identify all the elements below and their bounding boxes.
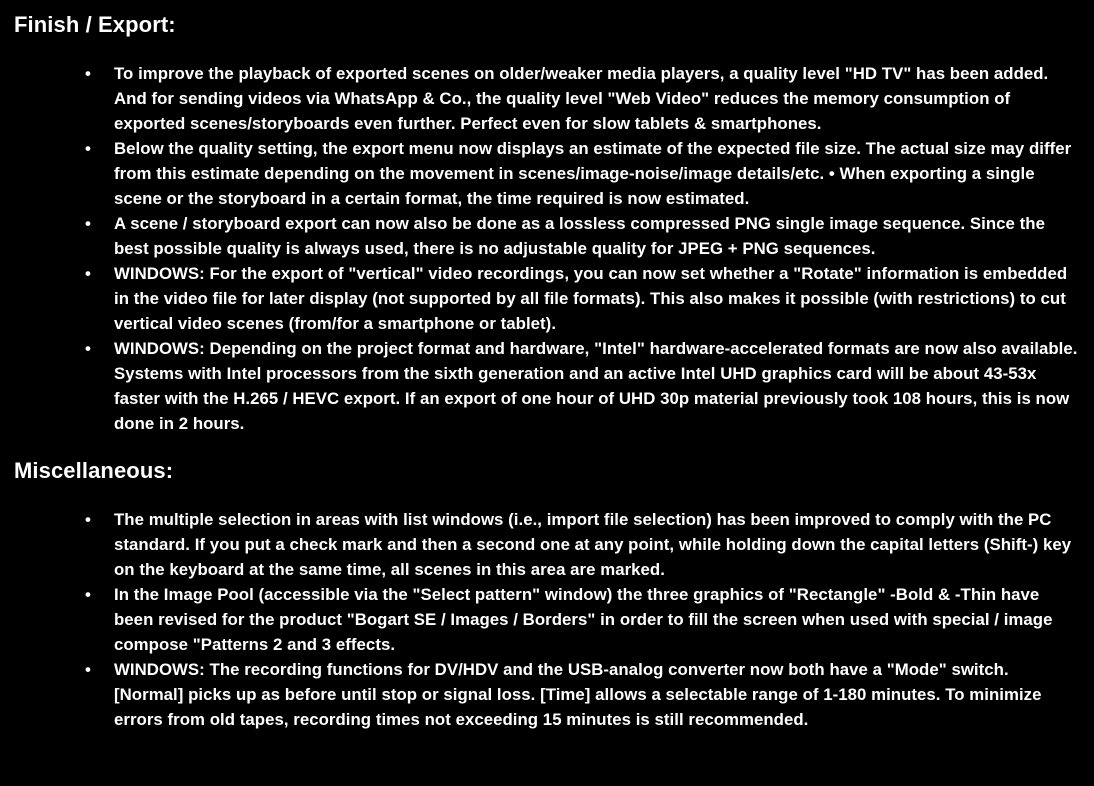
- bullet-list: [14, 507, 1082, 732]
- list-item-text: The multiple selection in areas with list windows (i.e., import file selection) has been improved to comply with the PC standard. If you put a check mark and then a second one at any point, while holding down the capital letters (Shift-) key on the keyboard at the same time, all scenes in this area are marked.: [114, 510, 1072, 579]
- list-item: [14, 211, 1082, 261]
- section-finish-export: [14, 10, 1082, 436]
- bullet-icon: •: [85, 660, 91, 679]
- section-heading: Finish / Export:: [14, 12, 176, 37]
- list-item: [14, 507, 1082, 582]
- bullet-icon: •: [85, 264, 91, 283]
- list-item: [14, 61, 1082, 136]
- section-heading: Miscellaneous:: [14, 458, 174, 483]
- list-item-text: WINDOWS: Depending on the project format and hardware, "Intel" hardware-accelerated formats are now also available. Systems with Intel processors from the sixth generation and an active Intel UHD graphics card will be about 43-53x faster with the H.265 / HEVC export. If an export of one hour of UHD 30p material previously took 108 hours, this is now done in 2 hours.: [114, 339, 1078, 433]
- list-item-text: To improve the playback of exported scenes on older/weaker media players, a quality level "HD TV" has been added. And for sending videos via WhatsApp & Co., the quality level "Web Video" reduces the memory consumption of exported scenes/storyboards even further. Perfect even for slow tablets & smartphones.: [114, 64, 1049, 133]
- list-item-text: A scene / storyboard export can now also be done as a lossless compressed PNG single image sequence. Since the best possible quality is always used, there is no adjustable quality for JPEG + PNG sequences.: [114, 214, 1045, 258]
- list-item: [14, 336, 1082, 436]
- bullet-icon: •: [85, 139, 91, 158]
- list-item: [14, 261, 1082, 336]
- bullet-list: [14, 61, 1082, 436]
- list-item: [14, 582, 1082, 657]
- bullet-icon: •: [85, 510, 91, 529]
- bullet-icon: •: [85, 64, 91, 83]
- bullet-icon: •: [85, 339, 91, 358]
- list-item: [14, 136, 1082, 211]
- bullet-icon: •: [85, 214, 91, 233]
- list-item-text: WINDOWS: For the export of "vertical" video recordings, you can now set whether a "Rotate" information is embedded in the video file for later display (not supported by all file formats). This also makes it possible (with restrictions) to cut vertical video scenes (from/for a smartphone or tablet).: [114, 264, 1068, 333]
- list-item-text: In the Image Pool (accessible via the "Select pattern" window) the three graphics of "Rectangle" -Bold & -Thin have been revised for the product "Bogart SE / Images / Borders" in order to fill the screen when used with special / image compose "Patterns 2 and 3 effects.: [114, 585, 1053, 654]
- list-item-text: WINDOWS: The recording functions for DV/HDV and the USB-analog converter now both have a "Mode" switch. [Normal] picks up as before until stop or signal loss. [Time] allows a selectable range of 1-180 minutes. To minimize errors from old tapes, recording times not exceeding 15 minutes is still recommended.: [114, 660, 1042, 729]
- list-item: [14, 657, 1082, 732]
- list-item-text: Below the quality setting, the export menu now displays an estimate of the expected file size. The actual size may differ from this estimate depending on the movement in scenes/image-noise/image details/etc. • When exporting a single scene or the storyboard in a certain format, the time required is now estimated.: [114, 139, 1072, 208]
- bullet-icon: •: [85, 585, 91, 604]
- section-miscellaneous: [14, 456, 1082, 732]
